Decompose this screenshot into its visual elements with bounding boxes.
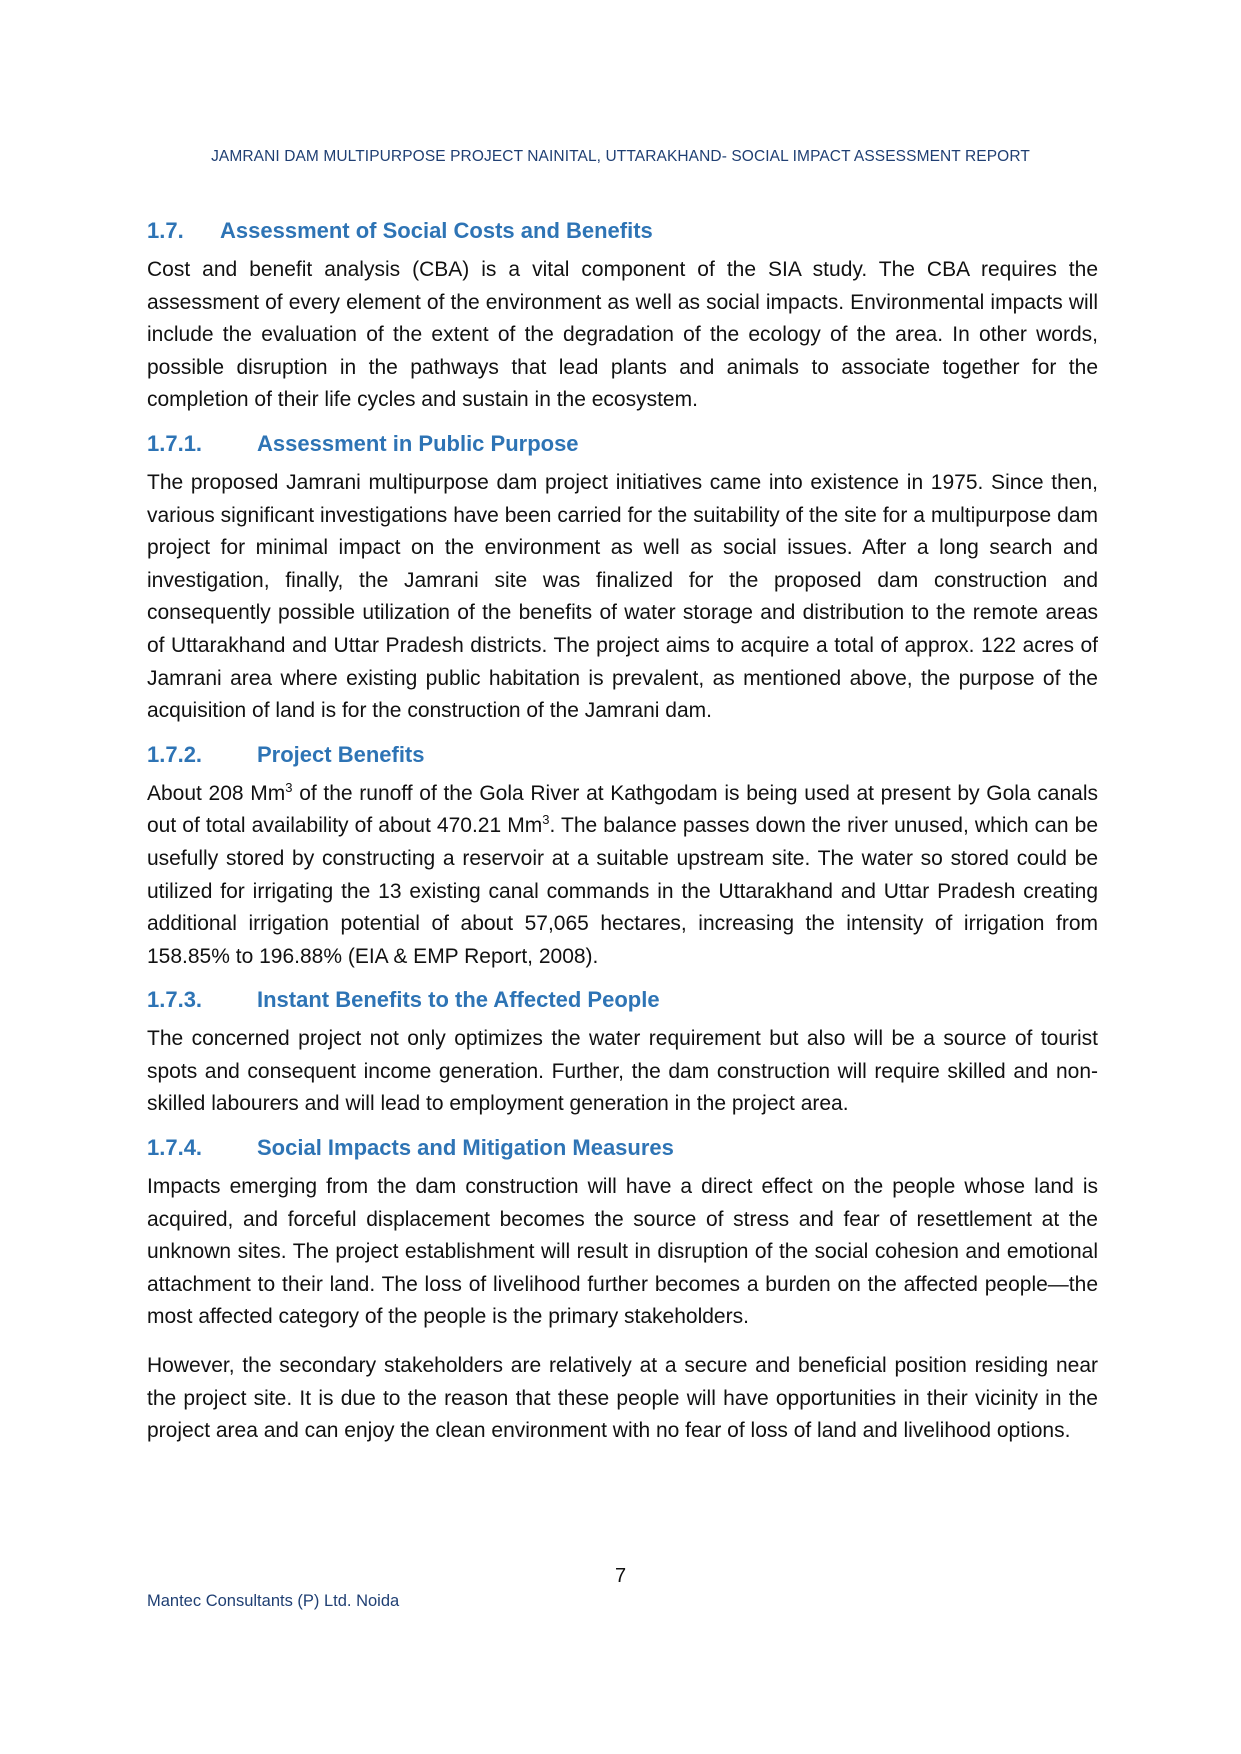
footer-company: Mantec Consultants (P) Ltd. Noida	[147, 1592, 400, 1610]
section-paragraph: The concerned project not only optimizes the water requirement but also will be a source of tourist spots and consequent income generation. Further, the dam construction will require skilled and non-skilled labourers and will lead to employment generation in the project area.	[147, 1027, 1098, 1116]
superscript: 3	[285, 779, 293, 795]
section-title: Assessment of Social Costs and Benefits	[220, 218, 653, 243]
section-title: Project Benefits	[257, 741, 425, 767]
section-title: Instant Benefits to the Affected People	[257, 987, 660, 1013]
section-paragraph: However, the secondary stakeholders are relatively at a secure and beneficial position residing near the project site. It is due to the reason that these people will have opportunities in their vicinity in the project area and can enjoy the clean environment with no fear of loss of land and livelihood options.	[147, 1354, 1098, 1443]
section-number: 1.7.1.	[147, 430, 203, 456]
paragraph-text: . The balance passes down the river unused, which can be usefully stored by constructing a reservoir at a suitable upstream site. The water so stored could be utilized for irrigating the 13 existing canal commands in the Uttarakhand and Uttar Pradesh creating additional irrigation potential of about 57,065 hectares, increasing the intensity of irrigation from 158.85% to 196.88% (EIA & EMP Report, 2008).	[147, 814, 1098, 968]
section-number: 1.7.	[147, 218, 184, 243]
document-body	[147, 216, 1098, 1448]
page-number: 7	[614, 1565, 627, 1587]
paragraph-text: of the runoff of the Gola River at Kathgodam is being used at present by Gola canals out of total availability of about 470.21 Mm	[147, 781, 1099, 838]
section-title: Assessment in Public Purpose	[257, 430, 579, 456]
section-number: 1.7.3.	[147, 987, 203, 1013]
section-title: Social Impacts and Mitigation Measures	[257, 1135, 674, 1161]
section-heading-1-7-2	[147, 740, 1098, 770]
section-paragraph: The proposed Jamrani multipurpose dam project initiatives came into existence in 1975. Since then, various significant investigations have been carried for the suitability of the site for a multipurpose dam project for minimal impact on the environment as well as social issues. After a long search and investigation, finally, the Jamrani site was finalized for the proposed dam construction and consequently possible utilization of the benefits of water storage and distribution to the remote areas of Uttarakhand and Uttar Pradesh districts. The project aims to acquire a total of approx. 122 acres of Jamrani area where existing public habitation is prevalent, as mentioned above, the purpose of the acquisition of land is for the construction of the Jamrani dam.	[147, 470, 1098, 723]
section-number: 1.7.2.	[147, 741, 203, 767]
section-number: 1.7.4.	[147, 1135, 203, 1161]
section-heading-1-7	[147, 216, 1098, 246]
section-paragraph: Impacts emerging from the dam construction will have a direct effect on the people whose land is acquired, and forceful displacement becomes the source of stress and fear of resettlement at the unknown sites. The project establishment will result in disruption of the social cohesion and emotional attachment to their land. The loss of livelihood further becomes a burden on the affected people—the most affected category of the people is the primary stakeholders.	[147, 1175, 1098, 1329]
section-paragraph: Cost and benefit analysis (CBA) is a vital component of the SIA study. The CBA requires the assessment of every element of the environment as well as social impacts. Environmental impacts will include the evaluation of the extent of the degradation of the ecology of the area. In other words, possible disruption in the pathways that lead plants and animals to associate together for the completion of their life cycles and sustain in the ecosystem.	[147, 258, 1098, 412]
section-heading-1-7-3	[147, 985, 1098, 1015]
section-heading-1-7-1	[147, 429, 1098, 459]
superscript: 3	[542, 812, 550, 828]
section-paragraph	[147, 778, 1098, 974]
paragraph-text: About 208 Mm	[147, 781, 286, 805]
running-header: JAMRANI DAM MULTIPURPOSE PROJECT NAINITAL, UTTARAKHAND- SOCIAL IMPACT ASSESSMENT REPORT	[211, 148, 1030, 165]
section-heading-1-7-4	[147, 1133, 1098, 1163]
